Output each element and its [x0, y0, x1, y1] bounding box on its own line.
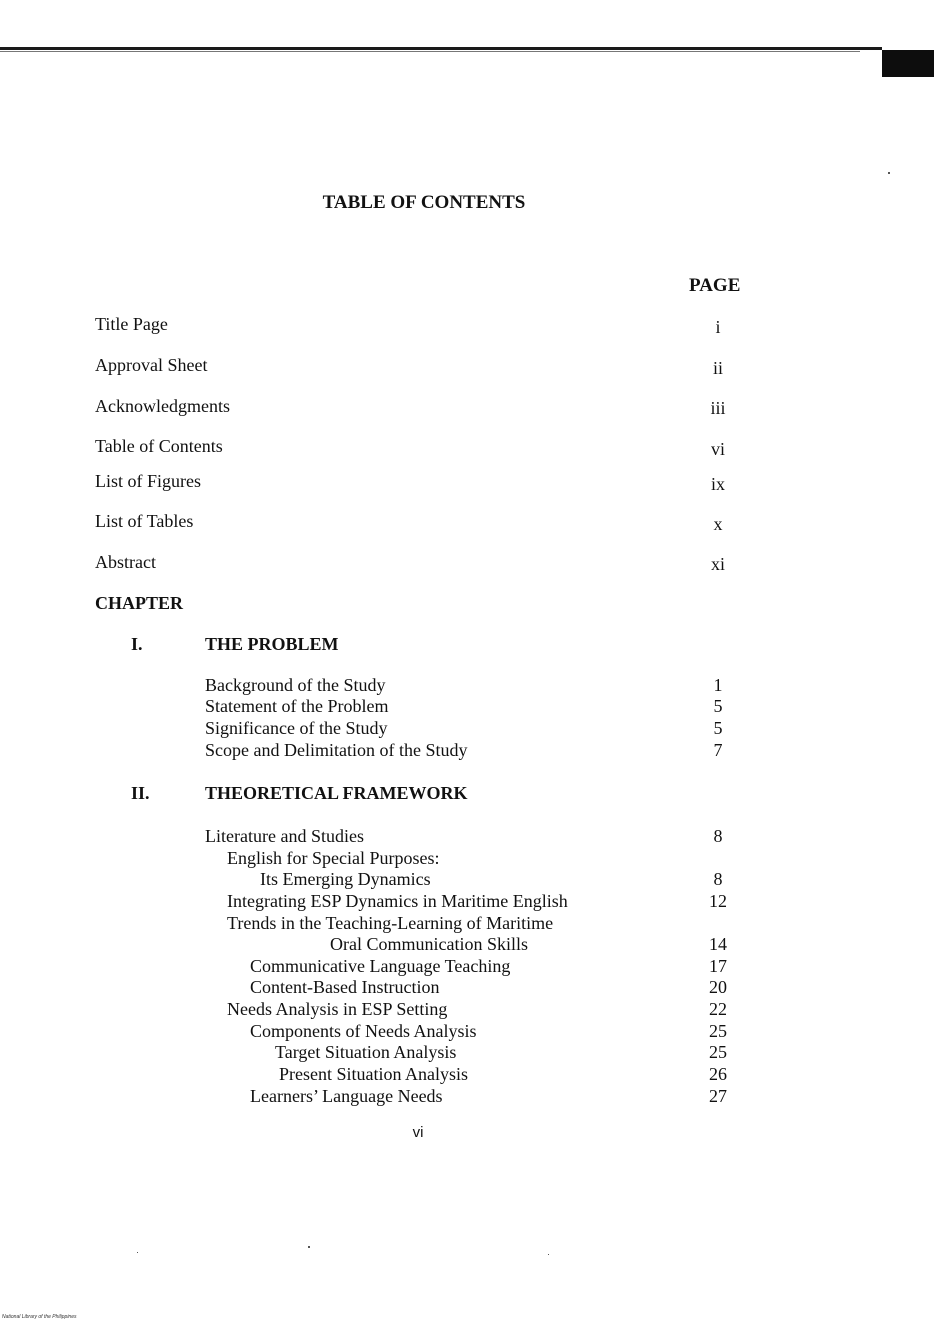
toc-entry-page: 27 — [709, 1086, 727, 1106]
toc-entry-page: 25 — [709, 1021, 727, 1041]
scan-speck — [548, 1254, 549, 1255]
toc-entry-title: Abstract — [95, 552, 156, 572]
scan-speck — [308, 1246, 310, 1248]
toc-entry-page: ix — [710, 474, 725, 494]
toc-entry-title: List of Tables — [95, 511, 194, 531]
toc-entry-page: 22 — [709, 999, 727, 1019]
toc-entry-title: Literature and Studies — [205, 826, 364, 846]
toc-entry-title: English for Special Purposes: — [227, 848, 440, 868]
toc-entry-page: vi — [710, 439, 725, 459]
page-number-footer: vi — [412, 1124, 424, 1141]
toc-entry-page: 25 — [709, 1042, 727, 1062]
toc-entry-page: 5 — [713, 696, 723, 716]
chapter-title: THE PROBLEM — [205, 634, 339, 654]
toc-entry-title: Statement of the Problem — [205, 696, 389, 716]
toc-entry-page: 26 — [709, 1064, 727, 1084]
toc-entry-page: 8 — [713, 826, 723, 846]
scan-speck — [137, 1252, 138, 1253]
toc-entry-title: Approval Sheet — [95, 355, 208, 375]
toc-entry-title: Needs Analysis in ESP Setting — [227, 999, 448, 1019]
toc-entry-title: Target Situation Analysis — [275, 1042, 457, 1062]
scan-watermark-text: National Library of the Philippines — [2, 1314, 77, 1320]
scan-top-border-shadow — [0, 51, 860, 52]
toc-entry-title: Learners’ Language Needs — [250, 1086, 443, 1106]
chapter-numeral: I. — [131, 634, 143, 654]
toc-entry-title: Components of Needs Analysis — [250, 1021, 477, 1041]
toc-entry-title: Content-Based Instruction — [250, 977, 440, 997]
toc-entry-title: Present Situation Analysis — [279, 1064, 468, 1084]
toc-entry-page: 5 — [713, 718, 723, 738]
toc-entry-title: Trends in the Teaching-Learning of Maritime — [227, 913, 554, 933]
toc-entry-page: 7 — [713, 740, 723, 760]
toc-entry-page: 20 — [709, 977, 727, 997]
toc-entry-page: 12 — [709, 891, 727, 911]
toc-entry-page: iii — [710, 398, 726, 418]
toc-entry-title: Scope and Delimitation of the Study — [205, 740, 468, 760]
toc-entry-title: Table of Contents — [95, 436, 223, 456]
scan-corner-mark — [882, 50, 934, 77]
toc-entry-title: Its Emerging Dynamics — [260, 869, 431, 889]
chapter-title: THEORETICAL FRAMEWORK — [205, 783, 468, 803]
toc-entry-title: Title Page — [95, 314, 168, 334]
toc-entry-title: Acknowledgments — [95, 396, 230, 416]
toc-entry-page: 17 — [709, 956, 727, 976]
toc-entry-page: i — [715, 317, 721, 337]
scan-top-border — [0, 47, 882, 50]
toc-entry-page: ii — [712, 358, 723, 378]
toc-entry-title: Communicative Language Teaching — [250, 956, 511, 976]
toc-entry-page: 14 — [709, 934, 727, 954]
toc-entry-page: 8 — [713, 869, 723, 889]
toc-entry-page: x — [713, 514, 723, 534]
toc-entry-page: xi — [710, 554, 725, 574]
toc-entry-title: Background of the Study — [205, 675, 386, 695]
chapter-numeral: II. — [131, 783, 150, 803]
scan-speck — [888, 172, 890, 174]
toc-entry-title: Significance of the Study — [205, 718, 388, 738]
toc-entry-title: Integrating ESP Dynamics in Maritime English — [227, 891, 568, 911]
chapter-label: CHAPTER — [95, 593, 184, 613]
toc-entry-page: 1 — [713, 675, 723, 695]
page-title: TABLE OF CONTENTS — [322, 192, 526, 213]
toc-entry-title: Oral Communication Skills — [330, 934, 528, 954]
toc-entry-title: List of Figures — [95, 471, 201, 491]
page-column-header: PAGE — [689, 275, 741, 296]
